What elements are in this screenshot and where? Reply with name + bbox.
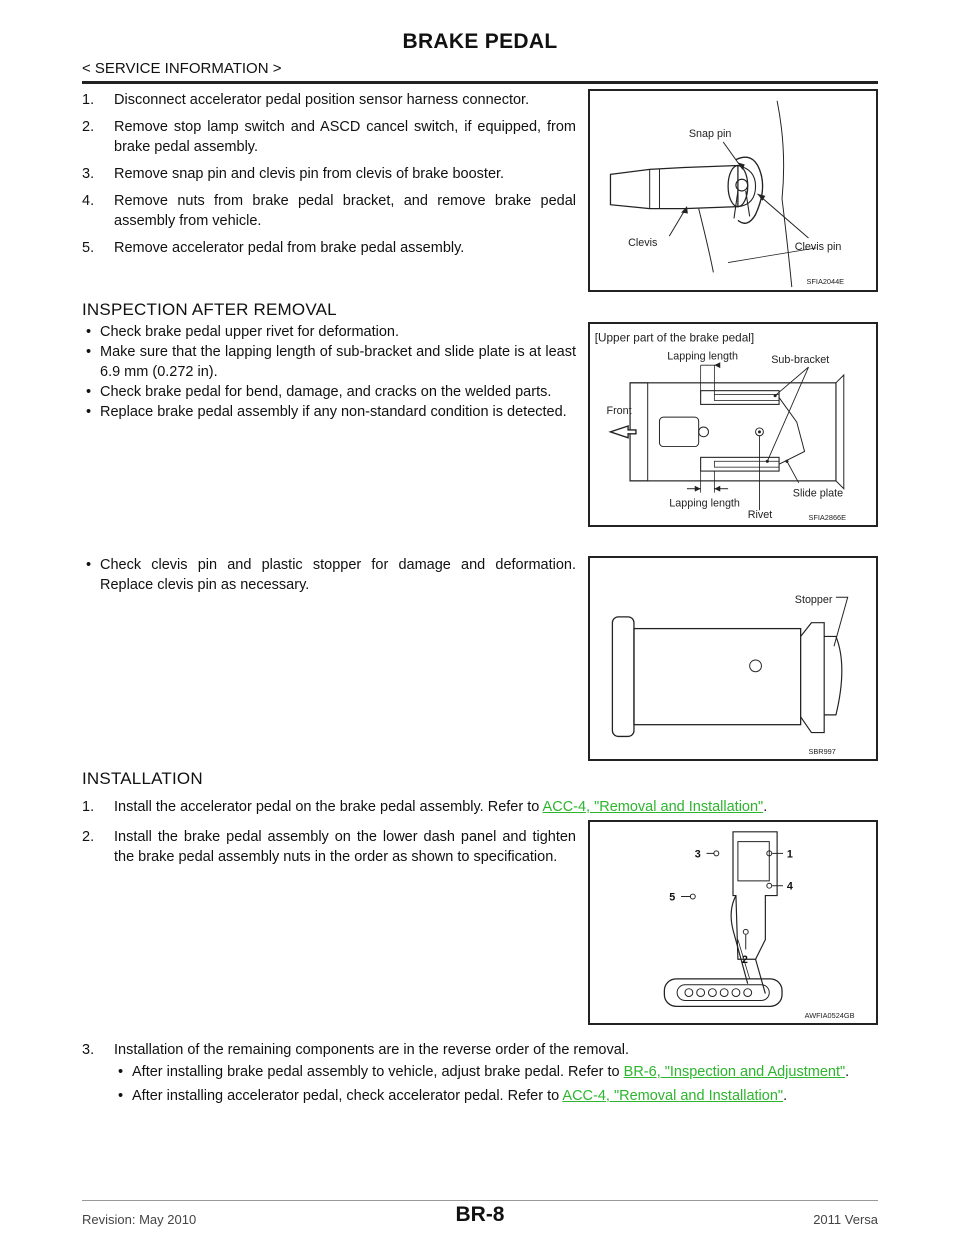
clevis-illustration [590, 91, 876, 290]
label-rivet: Rivet [747, 509, 773, 522]
footer-model: 2011 Versa [813, 1212, 878, 1227]
installation-step: 1. Install the accelerator pedal on the brake pedal assembly. Refer to ACC-4, "Removal and Installation". [82, 799, 768, 815]
removal-step: 1. Disconnect accelerator pedal position sensor harness connector. [82, 92, 530, 108]
page-number: BR-8 [455, 1203, 505, 1226]
removal-step: 3. Remove snap pin and clevis pin from clevis of brake booster. [82, 166, 505, 182]
tightening-order-5: 5 [669, 891, 676, 904]
figure-title: [Upper part of the brake pedal] [594, 331, 755, 345]
installation-step: 3. Installation of the remaining components are in the reverse order of the removal. [82, 1042, 630, 1058]
inspection-bullets [82, 322, 576, 422]
label-clevis: Clevis [628, 236, 658, 249]
label-slide-plate: Slide plate [792, 487, 844, 500]
label-front: Front [606, 405, 632, 418]
removal-step: 5. Remove accelerator pedal from brake pedal assembly. [82, 240, 465, 256]
figure-clevis-snap-pin [588, 89, 878, 292]
clevis-pin-stopper-illustration [590, 558, 876, 759]
label-lapping-length-bottom: Lapping length [669, 497, 740, 510]
label-clevis-pin: Clevis pin [794, 240, 842, 253]
section-heading-installation: INSTALLATION [82, 769, 203, 788]
inspection-bullets-2 [82, 555, 576, 595]
brake-pedal-upper-illustration [590, 324, 876, 525]
list-item: • Check brake pedal upper rivet for deformation. [82, 322, 576, 342]
list-item: • Check brake pedal for bend, damage, and cracks on the welded parts. [82, 382, 576, 402]
figure-code: SBR997 [808, 747, 836, 757]
label-sub-bracket: Sub-bracket [771, 354, 830, 367]
removal-steps [82, 90, 576, 265]
footer-revision: Revision: May 2010 [82, 1212, 197, 1227]
link-acc-4-removal-2[interactable]: ACC-4, "Removal and Installation" [562, 1088, 784, 1104]
figure-tightening-order [588, 820, 878, 1025]
figure-code: AWFIA0524GB [804, 1011, 855, 1021]
installation-step-3 [82, 1040, 878, 1106]
breadcrumb: < SERVICE INFORMATION > [82, 60, 282, 77]
section-heading-inspection: INSPECTION AFTER REMOVAL [82, 300, 337, 319]
list-item: • Replace brake pedal assembly if any non-standard condition is detected. [82, 402, 576, 422]
label-snap-pin: Snap pin [688, 128, 732, 141]
figure-clevis-pin-stopper [588, 556, 878, 761]
front-arrow-icon [610, 426, 635, 438]
figure-code: SFIA2044E [806, 277, 845, 287]
label-stopper: Stopper [794, 594, 833, 607]
removal-step: 4. Remove nuts from brake pedal bracket, and remove brake pedal assembly from vehicle. [82, 193, 576, 229]
installation-step-2 [82, 827, 576, 874]
list-item: • Check clevis pin and plastic stopper for damage and deformation. Replace clevis pin as necessary. [82, 555, 576, 595]
header-divider [82, 81, 878, 84]
tightening-order-4: 4 [786, 880, 793, 893]
tightening-order-illustration [590, 822, 876, 1023]
list-item: • Make sure that the lapping length of sub-bracket and slide plate is at least 6.9 mm (0.272 in). [82, 342, 576, 382]
list-item: • After installing brake pedal assembly to vehicle, adjust brake pedal. Refer to BR-6, "Inspection and Adjustment". [114, 1062, 878, 1082]
footer-divider [82, 1200, 878, 1201]
figure-code: SFIA2866E [808, 513, 847, 523]
link-br-6-inspection[interactable]: BR-6, "Inspection and Adjustment" [623, 1064, 846, 1080]
link-acc-4-removal[interactable]: ACC-4, "Removal and Installation" [542, 799, 764, 815]
label-lapping-length-top: Lapping length [667, 350, 738, 363]
removal-step: 2. Remove stop lamp switch and ASCD cancel switch, if equipped, from brake pedal assembly. [82, 119, 576, 155]
tightening-order-2: 2 [741, 954, 748, 967]
tightening-order-3: 3 [694, 848, 701, 861]
list-item: • After installing accelerator pedal, check accelerator pedal. Refer to ACC-4, "Removal and Installation". [114, 1086, 878, 1106]
figure-brake-pedal-upper [588, 322, 878, 527]
installation-step: 2. Install the brake pedal assembly on the lower dash panel and tighten the brake pedal assembly nuts in the order as shown to specification. [82, 829, 576, 865]
page-title: BRAKE PEDAL [402, 30, 558, 53]
tightening-order-1: 1 [786, 848, 793, 861]
